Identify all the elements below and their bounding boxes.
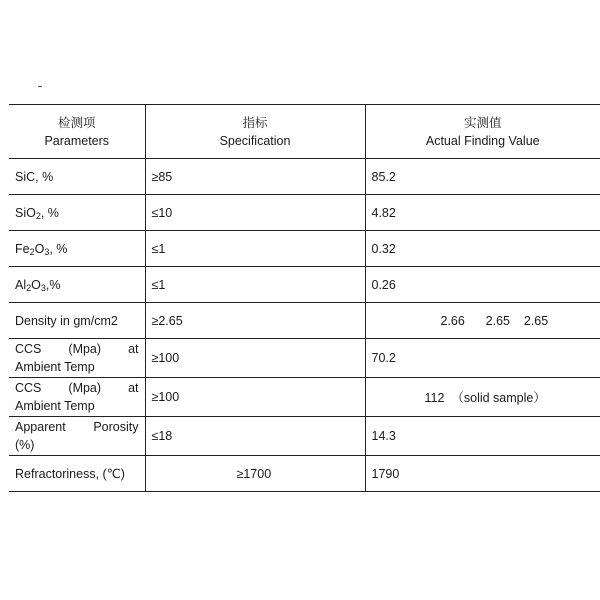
param-line-1 — [15, 340, 139, 358]
spec-value: ≥1700 — [145, 456, 365, 492]
spec-value: ≤18 — [145, 417, 365, 456]
header-parameters-en: Parameters — [44, 133, 110, 148]
header-actual-cn: 实测值 — [463, 115, 502, 130]
param-porosity — [9, 417, 145, 456]
param-line-1 — [15, 379, 139, 397]
actual-value: 2.66 2.65 2.65 — [365, 303, 600, 339]
spec-value: ≤1 — [145, 231, 365, 267]
param-word: at — [128, 381, 139, 395]
table-row — [9, 231, 600, 267]
table-row — [9, 339, 600, 378]
param-line-2: Ambient Temp — [15, 360, 95, 374]
header-row — [9, 105, 600, 159]
param-density: Density in gm/cm2 — [9, 303, 145, 339]
param-word: Porosity — [93, 420, 139, 434]
param-word: at — [128, 342, 139, 356]
stray-mark — [38, 86, 42, 87]
table-row — [9, 303, 600, 339]
header-specification-en: Specification — [219, 133, 291, 148]
param-line-2: Ambient Temp — [15, 399, 95, 413]
table-row — [9, 195, 600, 231]
param-sio2: SiO$_2$, % — [9, 195, 145, 231]
header-actual — [365, 105, 600, 159]
param-al2o3: $Al_2O_3,\%$ — [9, 267, 145, 303]
spec-value: ≤1 — [145, 267, 365, 303]
header-parameters-cn: 检测项 — [57, 115, 96, 130]
header-actual-en: Actual Finding Value — [425, 133, 540, 148]
param-ccs-1 — [9, 339, 145, 378]
spec-value: ≥2.65 — [145, 303, 365, 339]
param-line-1 — [15, 418, 139, 436]
param-ccs-2 — [9, 378, 145, 417]
actual-value: 0.32 — [365, 231, 600, 267]
param-word: CCS — [15, 342, 42, 356]
param-sic: SiC, % — [9, 159, 145, 195]
table-row — [9, 159, 600, 195]
actual-value: 4.82 — [365, 195, 600, 231]
actual-value: 14.3 — [365, 417, 600, 456]
actual-value: 0.26 — [365, 267, 600, 303]
table-row — [9, 267, 600, 303]
param-fe2o3: $Fe_2O_3$, % — [9, 231, 145, 267]
param-word: (Mpa) — [68, 342, 102, 356]
table-row — [9, 456, 600, 492]
param-word: Apparent — [15, 420, 66, 434]
actual-value: 85.2 — [365, 159, 600, 195]
actual-value: 1790 — [365, 456, 600, 492]
param-word: CCS — [15, 381, 42, 395]
param-word: (Mpa) — [68, 381, 102, 395]
param-line-2: (%) — [15, 438, 35, 452]
header-specification-cn: 指标 — [242, 115, 268, 130]
spec-value: ≤10 — [145, 195, 365, 231]
header-parameters — [9, 105, 145, 159]
param-refractoriness: Refractoriness, (℃) — [9, 456, 145, 492]
spec-value: ≥85 — [145, 159, 365, 195]
table-row — [9, 417, 600, 456]
actual-value: 70.2 — [365, 339, 600, 378]
spec-value: ≥100 — [145, 378, 365, 417]
spec-value: ≥100 — [145, 339, 365, 378]
actual-value: 112 （solid sample） — [365, 378, 600, 417]
table-row — [9, 378, 600, 417]
header-specification — [145, 105, 365, 159]
specification-table — [9, 104, 600, 492]
